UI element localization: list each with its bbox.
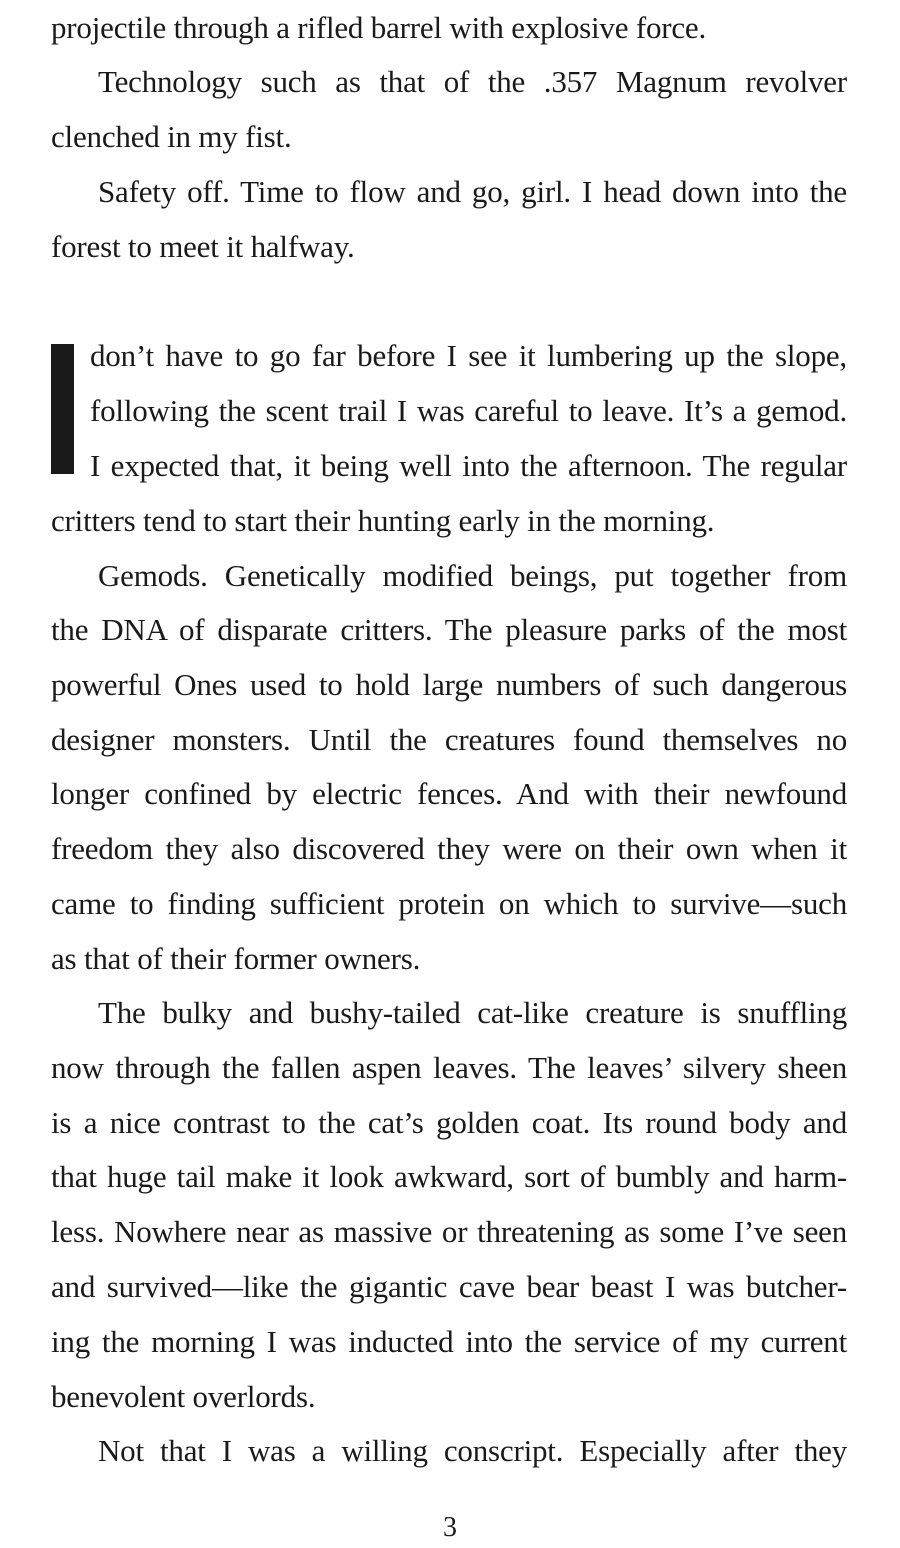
text-line: projectile through a rifled barrel with explosive force.	[51, 10, 707, 45]
text-line: Safety off. Time to flow and go, girl. I head down into the	[98, 174, 847, 209]
text-line: The bulky and bushy-tailed cat-like creature is snuffling	[98, 995, 847, 1030]
text-line: less. Nowhere near as massive or threatening as some I’ve seen	[51, 1214, 847, 1249]
text-line: the DNA of disparate critters. The pleasure parks of the most	[51, 612, 847, 647]
text-line: critters tend to start their hunting early in the morning.	[51, 503, 715, 538]
text-line: forest to meet it halfway.	[51, 229, 355, 264]
text-line: following the scent trail I was careful to leave. It’s a gemod.	[90, 393, 847, 428]
text-line: Gemods. Genetically modified beings, put together from	[98, 558, 847, 593]
text-line: longer confined by electric fences. And with their newfound	[51, 776, 847, 811]
text-line: I expected that, it being well into the afternoon. The regular	[90, 448, 847, 483]
text-line: freedom they also discovered they were on their own when it	[51, 831, 847, 866]
text-line: benevolent overlords.	[51, 1379, 316, 1414]
text-line: now through the fallen aspen leaves. The leaves’ silvery sheen	[51, 1050, 847, 1085]
text-line: and survived—like the gigantic cave bear beast I was butcher-	[51, 1269, 847, 1304]
text-line: Technology such as that of the .357 Magnum revolver	[98, 64, 847, 99]
text-line: clenched in my fist.	[51, 119, 292, 154]
text-line: powerful Ones used to hold large numbers of such dangerous	[51, 667, 847, 702]
text-line: that huge tail make it look awkward, sort of bumbly and harm-	[51, 1159, 847, 1194]
text-line: don’t have to go far before I see it lumbering up the slope,	[90, 338, 847, 373]
text-line: as that of their former owners.	[51, 941, 421, 976]
text-line: designer monsters. Until the creatures found themselves no	[51, 722, 847, 757]
drop-cap	[51, 344, 74, 474]
text-line: Not that I was a willing conscript. Especially after they	[98, 1433, 847, 1468]
text-line: ing the morning I was inducted into the service of my current	[51, 1324, 847, 1359]
page-number: 3	[443, 1512, 457, 1543]
text-line: came to finding sufficient protein on which to survive—such	[51, 886, 847, 921]
text-line: is a nice contrast to the cat’s golden coat. Its round body and	[51, 1105, 847, 1140]
